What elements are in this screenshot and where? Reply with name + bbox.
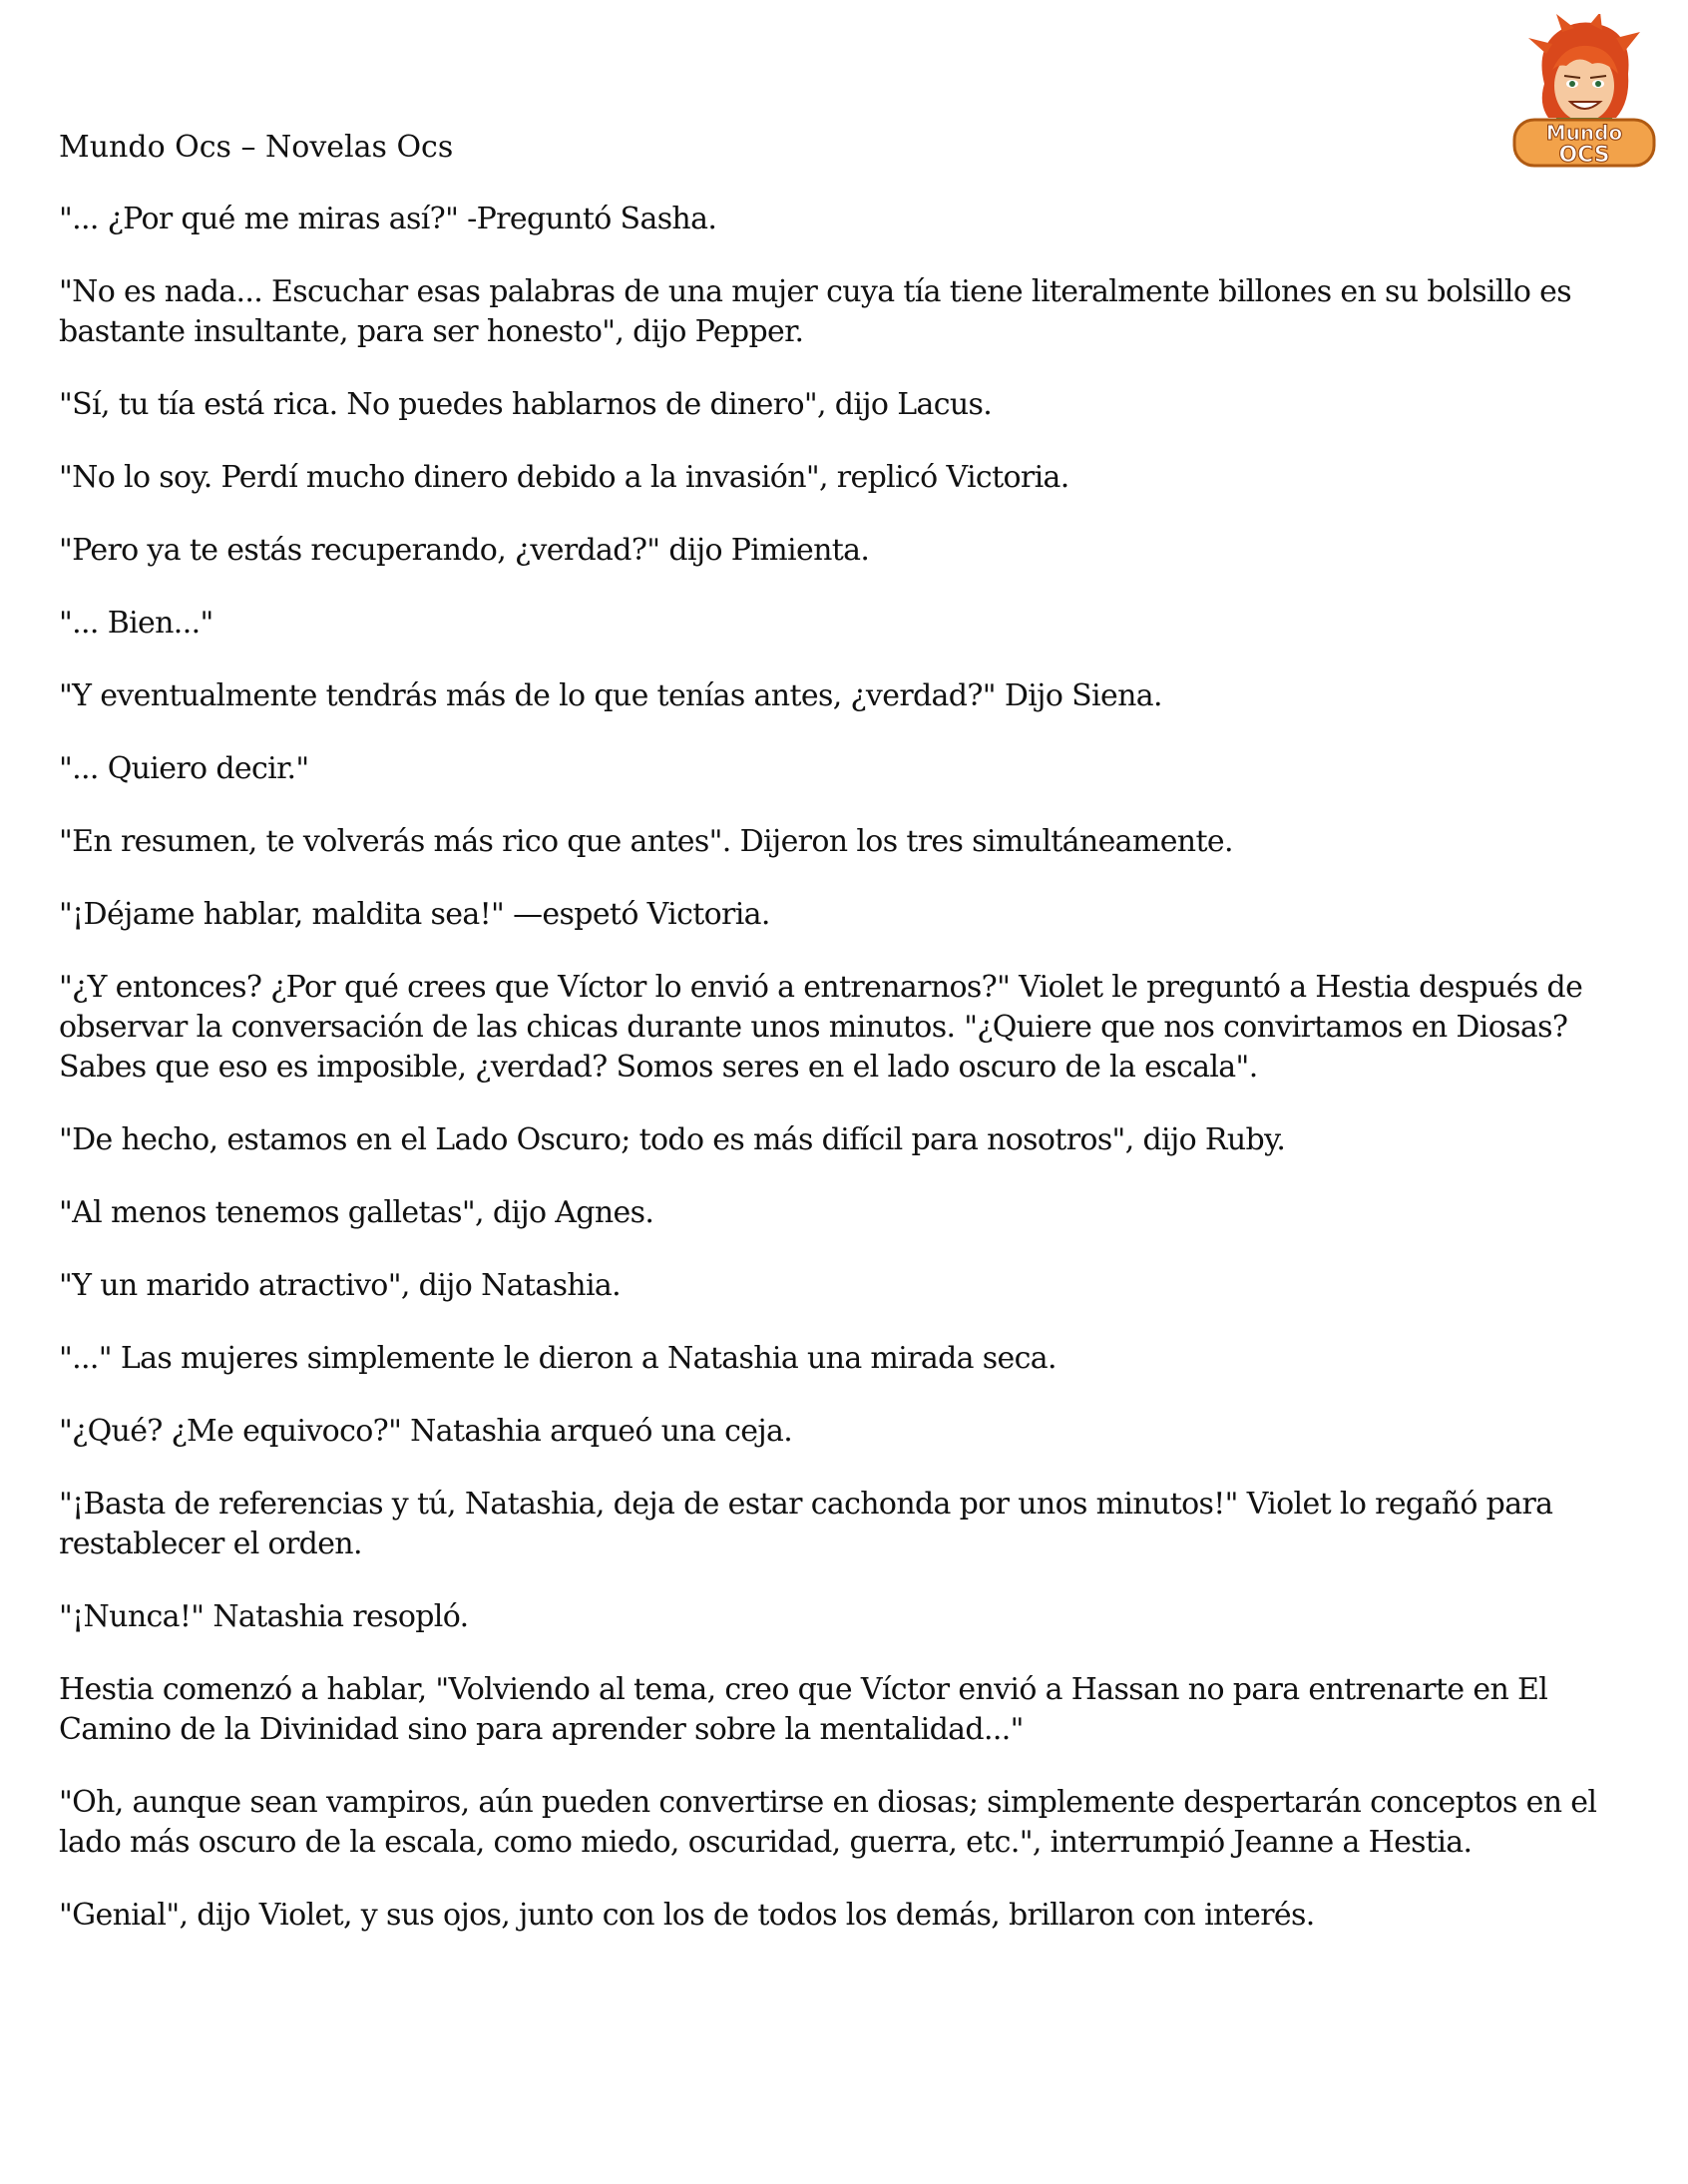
paragraph: "Y un marido atractivo", dijo Natashia. [59, 1268, 622, 1303]
paragraph: "¡Déjame hablar, maldita sea!" —espetó Victoria. [59, 897, 770, 932]
mundo-ocs-logo-art [1504, 14, 1660, 174]
paragraph: "Sí, tu tía está rica. No puedes hablarnos de dinero", dijo Lacus. [59, 387, 993, 422]
document-body [59, 200, 1655, 1968]
mundo-ocs-logo [1504, 14, 1660, 174]
logo-line1-text: Mundo [1545, 121, 1623, 145]
paragraph: "¡Basta de referencias y tú, Natashia, deja de estar cachonda por unos minutos!" Violet lo regañó para restablecer el orden. [59, 1487, 1553, 1561]
paragraph: "Y eventualmente tendrás más de lo que tenías antes, ¿verdad?" Dijo Siena. [59, 678, 1162, 713]
paragraph: "¡Nunca!" Natashia resopló. [59, 1599, 469, 1634]
paragraph: "Pero ya te estás recuperando, ¿verdad?" dijo Pimienta. [59, 533, 870, 568]
paragraph: "Al menos tenemos galletas", dijo Agnes. [59, 1195, 654, 1230]
paragraph: "Genial", dijo Violet, y sus ojos, junto con los de todos los demás, brillaron con interés. [59, 1898, 1315, 1933]
logo-line2-text: OCS [1558, 143, 1610, 168]
paragraph: "Oh, aunque sean vampiros, aún pueden convertirse en diosas; simplemente despertarán conceptos en el lado más oscuro de la escala, como miedo, oscuridad, guerra, etc.", interrumpió Jeanne a Hestia. [59, 1785, 1597, 1860]
paragraph: "¿Qué? ¿Me equivoco?" Natashia arqueó una ceja. [59, 1414, 793, 1449]
paragraph: "No lo soy. Perdí mucho dinero debido a la invasión", replicó Victoria. [59, 460, 1069, 495]
paragraph: "... ¿Por qué me miras así?" -Preguntó Sasha. [59, 202, 717, 236]
paragraph: Hestia comenzó a hablar, "Volviendo al tema, creo que Víctor envió a Hassan no para entrenarte en El Camino de la Divinidad sino para aprender sobre la mentalidad..." [59, 1672, 1548, 1747]
document-header: Mundo Ocs – Novelas Ocs [59, 130, 454, 165]
paragraph: "... Quiero decir." [59, 751, 309, 786]
paragraph: "... Bien..." [59, 606, 213, 641]
paragraph: "No es nada... Escuchar esas palabras de una mujer cuya tía tiene literalmente billones en su bolsillo es bastante insultante, para ser honesto", dijo Pepper. [59, 274, 1571, 349]
paragraph: "¿Y entonces? ¿Por qué crees que Víctor lo envió a entrenarnos?" Violet le preguntó a Hestia después de observar la conversación de las chicas durante unos minutos. "¿Quiere que nos convirtamos en Diosas? Sabes que eso es imposible, ¿verdad? Somos seres en el lado oscuro de la escala". [59, 970, 1583, 1085]
paragraph: "En resumen, te volverás más rico que antes". Dijeron los tres simultáneamente. [59, 824, 1233, 859]
paragraph: "De hecho, estamos en el Lado Oscuro; todo es más difícil para nosotros", dijo Ruby. [59, 1122, 1286, 1157]
paragraph: "..." Las mujeres simplemente le dieron a Natashia una mirada seca. [59, 1341, 1056, 1376]
